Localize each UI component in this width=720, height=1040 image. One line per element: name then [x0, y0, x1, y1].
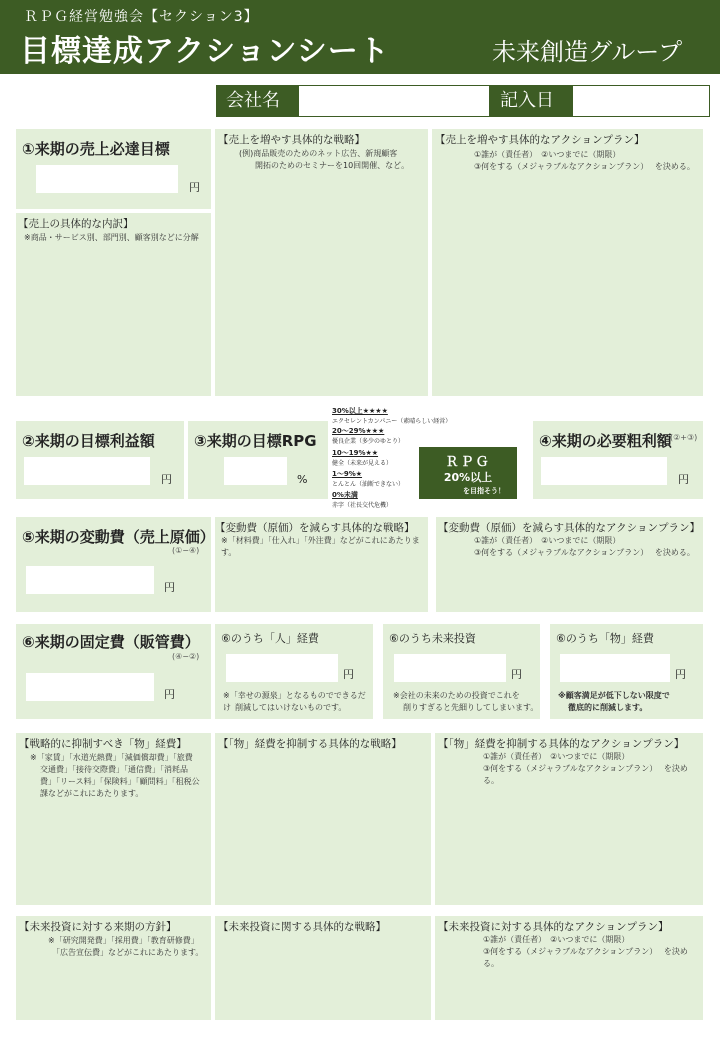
rpg-title: ③来期の目標RPG — [194, 432, 317, 450]
rpg-scale-item — [332, 490, 392, 509]
date-field[interactable] — [572, 85, 710, 117]
variable-action-note-2: ③何をする（メジャラブルなアクションプラン） を決める。 — [474, 548, 695, 557]
things-action-panel[interactable] — [435, 733, 703, 905]
profit-panel — [16, 421, 184, 499]
sales-breakdown-note: ※商品・サービス別、部門別、顧客別などに分解 — [24, 233, 199, 242]
variable-input[interactable] — [26, 566, 154, 594]
sales-action-panel[interactable] — [432, 129, 703, 396]
variable-action-note-1: ①誰が（責任者） ②いつまでに（期限） — [474, 536, 621, 545]
variable-strategy-note: ※「材料費」「仕入れ」「外注費」などがこれにあたります。 — [221, 536, 420, 557]
rpg-scale-item — [332, 406, 451, 425]
fixed-things-title: ⑥のうち「物」経費 — [556, 632, 654, 645]
things-strategy-title: 【「物」経費を抑制する具体的な戦略】 — [218, 738, 402, 750]
fixed-future-panel — [383, 624, 540, 719]
future-strategy-panel[interactable] — [215, 916, 431, 1020]
future-action-note-2: ③何をする（メジャラブルなアクションプラン） を決める。 — [483, 947, 688, 968]
fixed-future-note-2: 削りすぎると先細りしてしまいます。 — [403, 703, 539, 712]
rpg-scale-label: 0%未満 — [332, 491, 358, 499]
sales-breakdown-panel[interactable] — [16, 213, 211, 396]
fixed-future-title: ⑥のうち未来投資 — [389, 632, 476, 645]
fixed-people-title: ⑥のうち「人」経費 — [221, 632, 319, 645]
variable-action-title: 【変動費（原価）を減らす具体的なアクションプラン】 — [438, 522, 700, 534]
fixed-people-note-2: 削減してはいけないものです。 — [235, 703, 347, 712]
future-action-panel[interactable] — [435, 916, 703, 1020]
fixed-input[interactable] — [26, 673, 154, 701]
gross-unit: 円 — [678, 473, 689, 486]
company-label: 会社名 — [216, 85, 298, 117]
things-cut-note-2: 交通費」「接待交際費」「通信費」「消耗品 — [40, 765, 188, 774]
things-cut-note-1: ※「家賃」「水道光熱費」「減価償却費」「旅費 — [30, 753, 193, 762]
sales-target-panel — [16, 129, 211, 209]
future-policy-note-1: ※「研究開発費」「採用費」「教育研修費」 — [48, 936, 199, 945]
rpg-scale-item — [332, 469, 404, 488]
fixed-things-note-2: 徹底的に削減します。 — [568, 703, 648, 712]
future-strategy-title: 【未来投資に関する具体的な戦略】 — [218, 921, 386, 933]
fixed-things-note-1: ※顧客満足が低下しない限度で — [558, 691, 670, 700]
rpg-scale-label: 30%以上★★★★ — [332, 407, 388, 415]
fixed-things-input[interactable] — [560, 654, 670, 682]
things-cut-title: 【戦略的に抑制すべき「物」経費】 — [19, 738, 187, 750]
rpg-badge — [419, 447, 517, 499]
things-cut-note-3: 費」「リース料」「保険料」「顧問料」「租税公 — [40, 777, 200, 786]
date-label: 記入日 — [490, 85, 572, 117]
variable-panel — [16, 517, 215, 612]
fixed-future-unit: 円 — [511, 668, 522, 681]
rpg-badge-sub: を目指そう！ — [463, 487, 505, 495]
future-action-title: 【未来投資に対する具体的なアクションプラン】 — [438, 921, 669, 933]
rpg-scale-item — [332, 426, 404, 445]
rpg-scale-desc: 赤字（社長交代危機） — [332, 502, 393, 509]
sales-action-title: 【売上を増やす具体的なアクションプラン】 — [435, 134, 645, 146]
rpg-input[interactable] — [224, 457, 287, 485]
fixed-things-unit: 円 — [675, 668, 686, 681]
gross-formula: (②+③) — [670, 433, 698, 442]
variable-unit: 円 — [164, 581, 175, 594]
header-subtitle: ＲＰＧ経営勉強会【セクション3】 — [24, 9, 259, 25]
gross-input[interactable] — [541, 457, 667, 485]
profit-unit: 円 — [161, 473, 172, 486]
fixed-future-input[interactable] — [394, 654, 506, 682]
company-field[interactable] — [298, 85, 490, 117]
rpg-badge-value: 20%以上 — [443, 471, 493, 484]
sales-target-unit: 円 — [189, 181, 200, 194]
rpg-scale-label: 10〜19%★★ — [332, 449, 379, 457]
fixed-people-panel — [215, 624, 373, 719]
sales-target-title: ①来期の売上必達目標 — [22, 140, 170, 158]
variable-strategy-title: 【変動費（原価）を減らす具体的な戦略】 — [215, 522, 415, 534]
sales-action-note-2: ③何をする（メジャラブルなアクションプラン） を決める。 — [474, 162, 695, 171]
fixed-people-unit: 円 — [343, 668, 354, 681]
fixed-people-input[interactable] — [226, 654, 338, 682]
fixed-formula: (④−②) — [172, 652, 200, 661]
sales-strategy-panel[interactable] — [215, 129, 428, 396]
page-title: 目標達成アクションシート — [20, 34, 390, 69]
gross-title: ④来期の必要粗利額 — [539, 432, 672, 450]
future-action-note-1: ①誰が（責任者） ②いつまでに（期限） — [483, 935, 630, 944]
rpg-unit: % — [297, 473, 308, 486]
future-policy-note-2: 「広告宣伝費」などがこれにあたります。 — [52, 948, 204, 957]
sales-action-note-1: ①誰が（責任者） ②いつまでに（期限） — [474, 150, 621, 159]
sales-strategy-note-1: (例)商品販売のためのネット広告、新規顧客 — [239, 149, 398, 158]
sales-strategy-note-2: 開拓のためのセミナーを10回開催、など。 — [255, 161, 410, 170]
rpg-scale-desc: 優良企業（多少のゆとり） — [332, 438, 405, 445]
rpg-badge-title: ＲＰＧ — [445, 455, 491, 470]
fixed-future-note-1: ※会社の未来のための投資でこれを — [393, 691, 520, 700]
rpg-scale-label: 20〜29%★★★ — [332, 427, 385, 435]
things-action-title: 【「物」経費を抑制する具体的なアクションプラン】 — [438, 738, 685, 750]
rpg-panel — [188, 421, 328, 499]
variable-action-panel[interactable] — [436, 517, 703, 612]
fixed-things-panel — [550, 624, 703, 719]
sales-strategy-title: 【売上を増やす具体的な戦略】 — [218, 134, 365, 146]
sales-breakdown-title: 【売上の具体的な内訳】 — [18, 218, 134, 230]
fixed-unit: 円 — [164, 688, 175, 701]
sales-target-input[interactable] — [36, 165, 178, 193]
fixed-panel — [16, 624, 211, 719]
things-cut-panel[interactable] — [16, 733, 211, 905]
variable-title: ⑤来期の変動費（売上原価） — [22, 528, 215, 546]
fixed-people-note-1: ※「幸せの源泉」となるものでできるだけ — [223, 691, 366, 712]
page-header — [0, 0, 720, 74]
things-strategy-panel[interactable] — [215, 733, 431, 905]
rpg-scale-label: 1〜9%★ — [332, 470, 363, 478]
future-policy-title: 【未来投資に対する来期の方針】 — [19, 921, 177, 933]
things-cut-note-4: 課などがこれにあたります。 — [40, 789, 144, 798]
rpg-scale-desc: とんとん（油断できない） — [332, 481, 405, 488]
variable-formula: (①−④) — [172, 546, 200, 555]
rpg-scale-item — [332, 448, 392, 467]
variable-strategy-panel[interactable] — [215, 517, 428, 612]
group-name: 未来創造グループ — [492, 38, 683, 66]
future-policy-panel[interactable] — [16, 916, 211, 1020]
rpg-scale-desc: 健全（未来が見える） — [332, 460, 393, 467]
fixed-title: ⑥来期の固定費（販管費） — [22, 633, 200, 651]
profit-input[interactable] — [24, 457, 150, 485]
profit-title: ②来期の目標利益額 — [22, 432, 155, 450]
things-action-note-1: ①誰が（責任者） ②いつまでに（期限） — [483, 752, 630, 761]
things-action-note-2: ③何をする（メジャラブルなアクションプラン） を決める。 — [483, 764, 688, 785]
gross-panel — [533, 421, 703, 499]
rpg-scale-desc: エクセレントカンパニー（素晴らしい経営） — [332, 418, 452, 425]
